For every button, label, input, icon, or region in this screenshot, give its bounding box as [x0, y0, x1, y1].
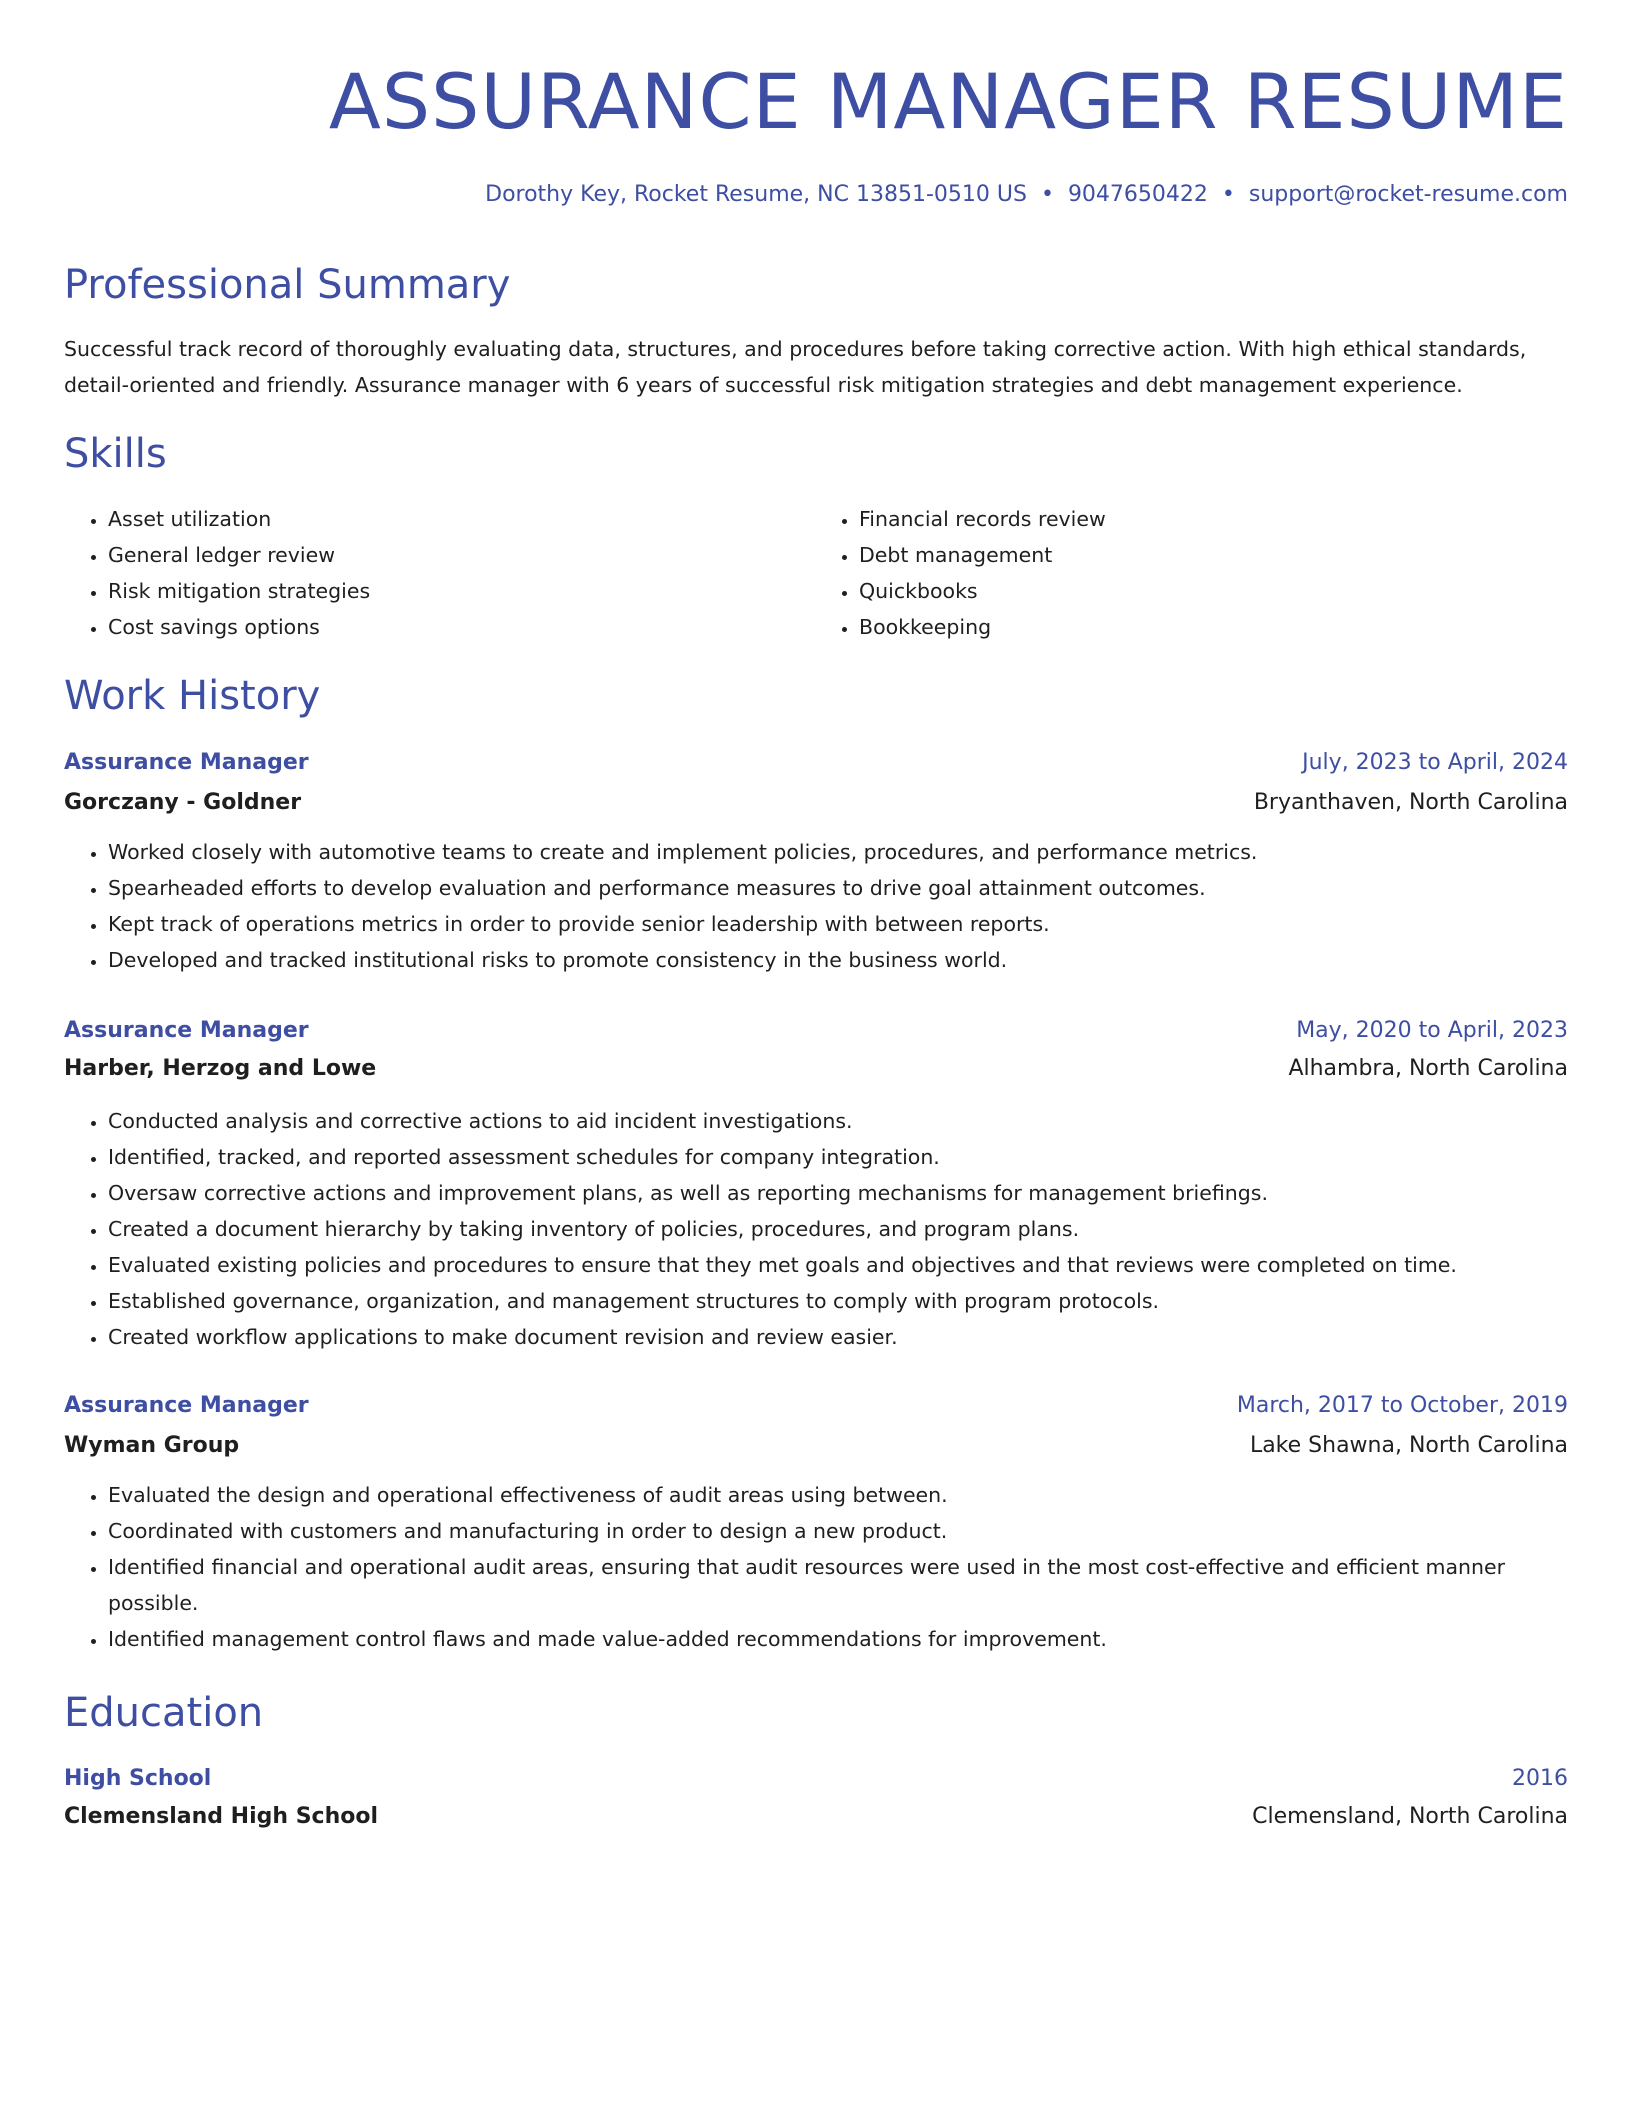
work-section — [64, 670, 1568, 722]
skills-column-right — [816, 501, 1568, 645]
resume-title: ASSURANCE MANAGER RESUME — [328, 57, 1568, 146]
section-heading-summary: Professional Summary — [64, 262, 511, 308]
job-dates: July, 2023 to April, 2024 — [1302, 750, 1568, 775]
job-header-row — [64, 745, 1568, 781]
job-bullet: • Kept track of operations metrics in order to provide senior leadership with between reports. — [108, 906, 1568, 942]
summary-body — [64, 331, 1568, 403]
job-title: Assurance Manager — [64, 1018, 309, 1043]
contact-address: Dorothy Key, Rocket Resume, NC 13851-0510 US — [485, 182, 1027, 207]
job-title: Assurance Manager — [64, 1393, 309, 1418]
summary-text: Successful track record of thoroughly evaluating data, structures, and procedures before taking corrective action. With high ethical standards, detail-oriented and friendly. Assurance manager with 6 years of successful risk mitigation strategies and debt management experience. — [64, 337, 1527, 397]
education-location: Clemensland, North Carolina — [1252, 1804, 1568, 1829]
education-degree: High School — [64, 1766, 212, 1791]
job-location: Alhambra, North Carolina — [1288, 1056, 1568, 1081]
job-bullet: • Created a document hierarchy by taking inventory of policies, procedures, and program plans. — [108, 1211, 1568, 1247]
job-bullets — [64, 1477, 1568, 1657]
job-header-row — [64, 1388, 1568, 1424]
job-bullets — [64, 1103, 1568, 1355]
job-bullet: • Identified financial and operational audit areas, ensuring that audit resources were used in the most cost-effective and efficient manner possible. — [108, 1549, 1568, 1621]
job-bullet: • Coordinated with customers and manufacturing in order to design a new product. — [108, 1513, 1568, 1549]
job-entry — [64, 1013, 1568, 1355]
job-bullet: • Identified management control flaws and made value-added recommendations for improvement. — [108, 1621, 1568, 1657]
job-company-row — [64, 1051, 1568, 1087]
job-entry — [64, 1388, 1568, 1657]
job-bullets — [64, 834, 1568, 978]
contact-email: support@rocket-resume.com — [1248, 182, 1568, 207]
skill-item: • Quickbooks — [859, 573, 1568, 609]
job-title: Assurance Manager — [64, 750, 309, 775]
contact-phone: 9047650422 — [1067, 182, 1208, 207]
job-bullet: • Spearheaded efforts to develop evaluation and performance measures to drive goal attainment outcomes. — [108, 870, 1568, 906]
contact-separator: • — [1221, 182, 1235, 207]
job-company-row — [64, 785, 1568, 821]
skill-item: • Risk mitigation strategies — [108, 573, 816, 609]
job-location: Bryanthaven, North Carolina — [1253, 790, 1568, 815]
job-company: Gorczany - Goldner — [64, 790, 302, 815]
skill-item: • Financial records review — [859, 501, 1568, 537]
education-header-row — [64, 1761, 1568, 1797]
contact-separator: • — [1040, 182, 1054, 207]
skills-list — [64, 501, 1568, 645]
job-dates: March, 2017 to October, 2019 — [1236, 1393, 1568, 1418]
job-header-row — [64, 1013, 1568, 1049]
education-school: Clemensland High School — [64, 1804, 379, 1829]
job-bullet: • Evaluated existing policies and procedures to ensure that they met goals and objectives and that reviews were completed on time. — [108, 1247, 1568, 1283]
section-heading-education: Education — [64, 1690, 264, 1736]
summary-section — [64, 259, 1568, 311]
skill-item: • Bookkeeping — [859, 609, 1568, 645]
education-school-row — [64, 1799, 1568, 1835]
job-location: Lake Shawna, North Carolina — [1249, 1433, 1568, 1458]
education-section — [64, 1687, 1568, 1739]
job-bullet: • Identified, tracked, and reported assessment schedules for company integration. — [108, 1139, 1568, 1175]
job-bullet: • Oversaw corrective actions and improvement plans, as well as reporting mechanisms for management briefings. — [108, 1175, 1568, 1211]
section-heading-work: Work History — [64, 673, 321, 719]
skills-section — [64, 428, 1568, 480]
skill-item: • General ledger review — [108, 537, 816, 573]
skill-item: • Asset utilization — [108, 501, 816, 537]
skill-item: • Debt management — [859, 537, 1568, 573]
education-year: 2016 — [1512, 1766, 1568, 1791]
job-bullet: • Worked closely with automotive teams to create and implement policies, procedures, and performance metrics. — [108, 834, 1568, 870]
skills-column-left — [64, 501, 816, 645]
job-company: Harber, Herzog and Lowe — [64, 1056, 377, 1081]
job-entry — [64, 745, 1568, 978]
job-bullet: • Created workflow applications to make document revision and review easier. — [108, 1319, 1568, 1355]
job-company: Wyman Group — [64, 1433, 240, 1458]
skill-item: • Cost savings options — [108, 609, 816, 645]
job-bullet: • Established governance, organization, and management structures to comply with program protocols. — [108, 1283, 1568, 1319]
resume-header — [64, 52, 1568, 152]
section-heading-skills: Skills — [64, 431, 167, 477]
job-bullet: • Developed and tracked institutional risks to promote consistency in the business world. — [108, 942, 1568, 978]
job-bullet: • Conducted analysis and corrective actions to aid incident investigations. — [108, 1103, 1568, 1139]
education-entry — [64, 1761, 1568, 1835]
job-bullet: • Evaluated the design and operational effectiveness of audit areas using between. — [108, 1477, 1568, 1513]
contact-line — [485, 178, 1568, 212]
job-company-row — [64, 1428, 1568, 1464]
job-dates: May, 2020 to April, 2023 — [1296, 1018, 1568, 1043]
